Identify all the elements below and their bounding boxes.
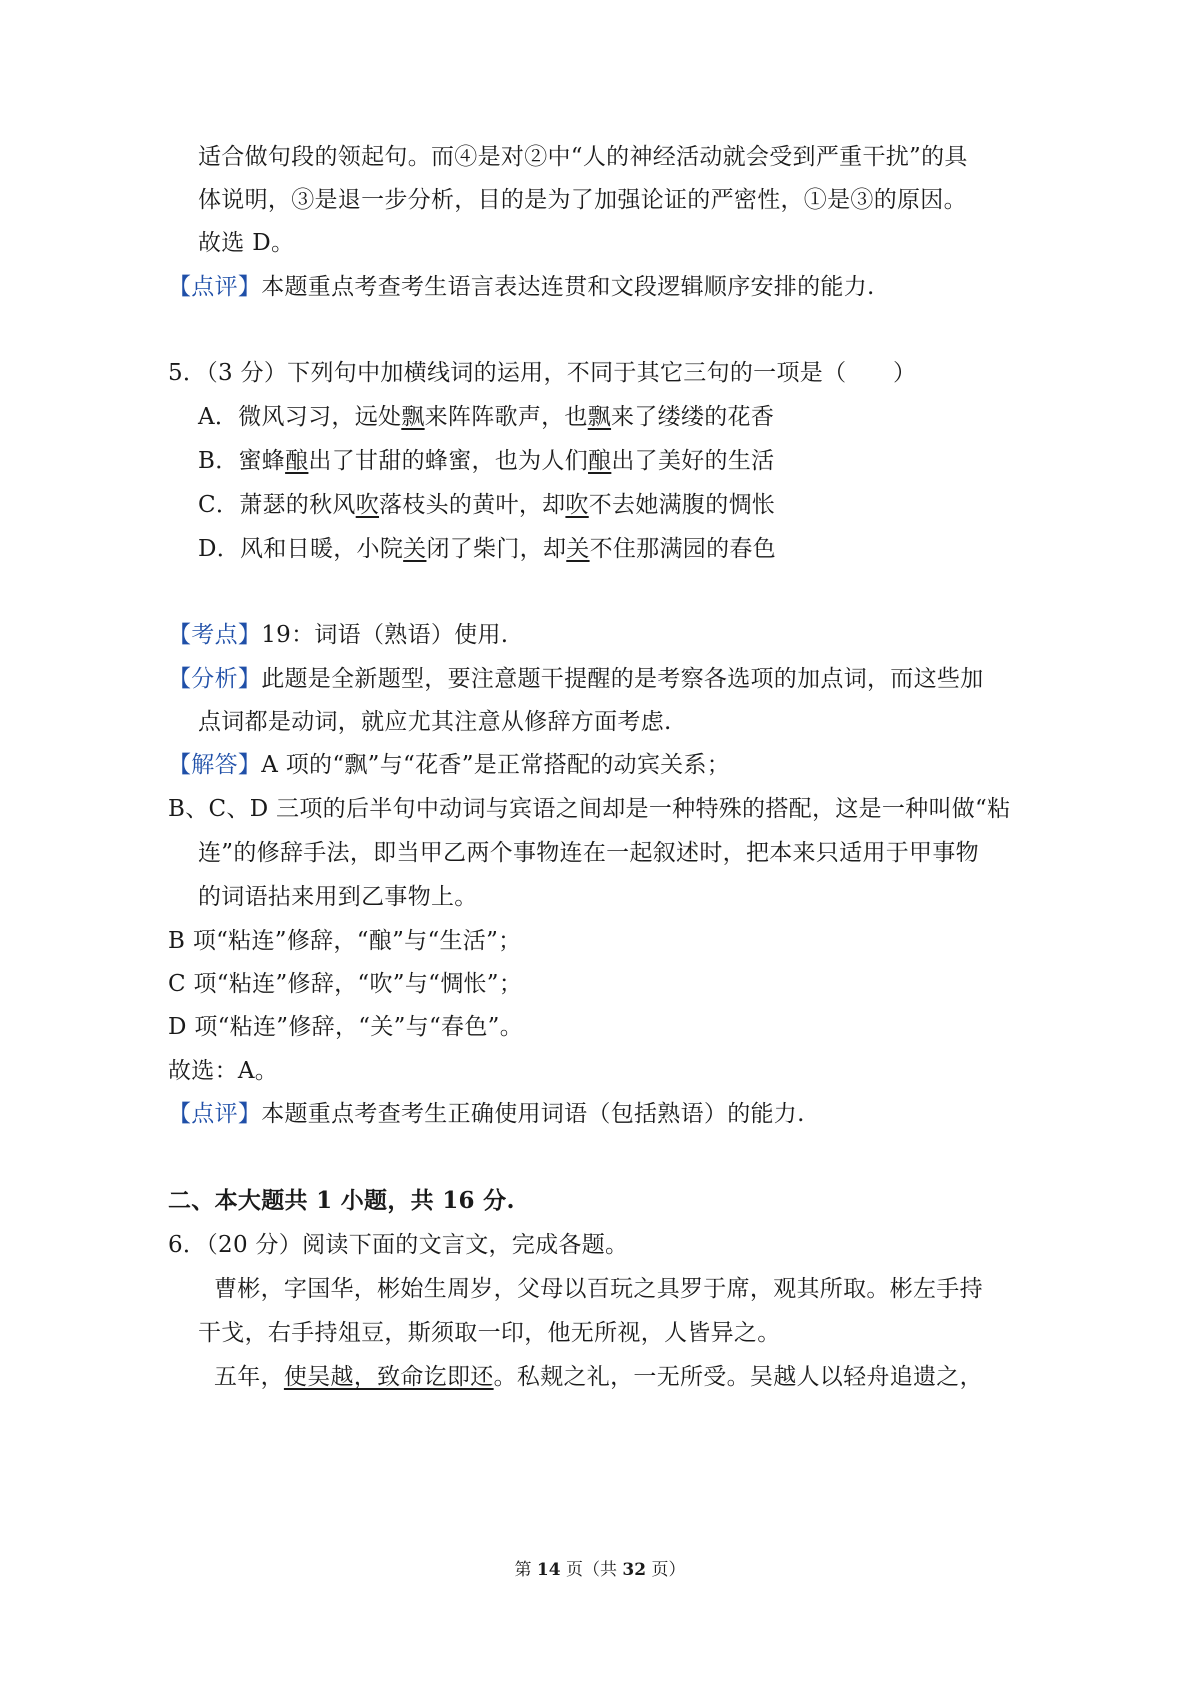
jieda-paragraph — [168, 750, 730, 780]
underlined-word: 吹 — [565, 492, 589, 518]
section-heading: 二、本大题共 1 小题，共 16 分. — [168, 1187, 515, 1214]
kaodian-text: 19：词语（熟语）使用. — [261, 622, 509, 648]
underlined-word: 关 — [403, 536, 427, 562]
jieda-tag: 【解答】 — [168, 752, 262, 778]
body-text-line: C 项“粘连”修辞，“吹”与“惆怅”； — [168, 971, 523, 997]
kaodian-paragraph — [168, 620, 508, 650]
jieda-text: A 项的“飘”与“花香”是正常搭配的动宾关系； — [261, 752, 731, 778]
option-text: B．蜜蜂 — [198, 448, 286, 474]
option-text: 出了甘甜的蜂蜜，也为人们 — [308, 448, 589, 474]
question-5-stem: 5．（3 分）下列句中加横线词的运用，不同于其它三句的一项是（ ） — [168, 360, 917, 386]
option-text: 闭了柴门，却 — [426, 536, 567, 562]
option-text: 不住那满园的春色 — [589, 536, 776, 562]
option-text: 来阵阵歌声，也 — [424, 404, 588, 430]
page-number: 14 — [536, 1560, 561, 1580]
body-text-line: D 项“粘连”修辞，“关”与“春色”。 — [168, 1014, 524, 1040]
option-d — [198, 534, 776, 564]
option-text: A．微风习习，远处 — [198, 404, 402, 430]
option-a — [198, 402, 774, 432]
page-total: 32 — [622, 1560, 647, 1580]
comment-paragraph — [168, 272, 875, 302]
footer-text: 页（共 — [560, 1560, 623, 1580]
page-footer — [0, 1558, 1200, 1582]
passage-text: 。私觌之礼，一无所受。吴越人以轻舟追遗之， — [493, 1364, 983, 1390]
underlined-word: 飘 — [401, 404, 425, 430]
comment-text: 本题重点考查考生语言表达连贯和文段逻辑顺序安排的能力. — [261, 274, 875, 300]
option-text: 出了美好的生活 — [611, 448, 775, 474]
kaodian-tag: 【考点】 — [168, 622, 262, 648]
underlined-word: 酿 — [285, 448, 309, 474]
underlined-word: 酿 — [588, 448, 612, 474]
underlined-word: 关 — [566, 536, 590, 562]
body-text-line: 的词语拈来用到乙事物上。 — [198, 884, 478, 910]
body-text-line: 点词都是动词，就应尤其注意从修辞方面考虑. — [198, 709, 672, 735]
footer-text: 页） — [646, 1560, 686, 1580]
body-text-line: 体说明，③是退一步分析，目的是为了加强论证的严密性，①是③的原因。 — [198, 187, 967, 213]
option-text: 不去她满腹的惆怅 — [588, 492, 776, 518]
comment-text: 本题重点考查考生正确使用词语（包括熟语）的能力. — [261, 1101, 805, 1127]
option-b — [198, 446, 774, 476]
passage-line: 曹彬，字国华，彬始生周岁，父母以百玩之具罗于席，观其所取。彬左手持 — [214, 1276, 983, 1302]
body-text-line: 连”的修辞手法，即当甲乙两个事物连在一起叙述时，把本来只适用于甲事物 — [198, 840, 979, 866]
body-text-line: 故选 D。 — [198, 230, 295, 256]
body-text-line: B、C、D 三项的后半句中动词与宾语之间却是一种特殊的搭配，这是一种叫做“粘 — [168, 796, 1011, 822]
underlined-word: 吹 — [355, 492, 380, 518]
body-text-line: 适合做句段的领起句。而④是对②中“人的神经活动就会受到严重干扰”的具 — [198, 144, 968, 170]
option-text: C．萧瑟的秋风 — [198, 492, 356, 518]
question-6-stem: 6．（20 分）阅读下面的文言文，完成各题。 — [168, 1232, 629, 1258]
fenxi-tag: 【分析】 — [168, 666, 262, 692]
footer-text: 第 — [514, 1560, 537, 1580]
option-c — [198, 490, 775, 520]
comment-paragraph — [168, 1099, 805, 1129]
option-text: 来了缕缕的花香 — [611, 404, 775, 430]
answer-line: 故选：A。 — [168, 1058, 279, 1084]
comment-tag: 【点评】 — [168, 1101, 262, 1127]
option-text: 落枝头的黄叶，却 — [379, 492, 566, 518]
fenxi-paragraph — [168, 664, 984, 694]
fenxi-text: 此题是全新题型，要注意题干提醒的是考察各选项的加点词，而这些加 — [261, 666, 984, 692]
body-text-line: B 项“粘连”修辞，“酿”与“生活”； — [168, 928, 522, 954]
underlined-phrase: 使吴越，致命讫即还 — [283, 1364, 494, 1390]
comment-tag: 【点评】 — [168, 274, 262, 300]
option-text: D．风和日暖，小院 — [198, 536, 404, 562]
passage-line — [214, 1362, 983, 1392]
underlined-word: 飘 — [587, 404, 612, 430]
passage-line: 干戈，右手持俎豆，斯须取一印，他无所视，人皆异之。 — [198, 1320, 781, 1346]
passage-text: 五年， — [214, 1364, 284, 1390]
